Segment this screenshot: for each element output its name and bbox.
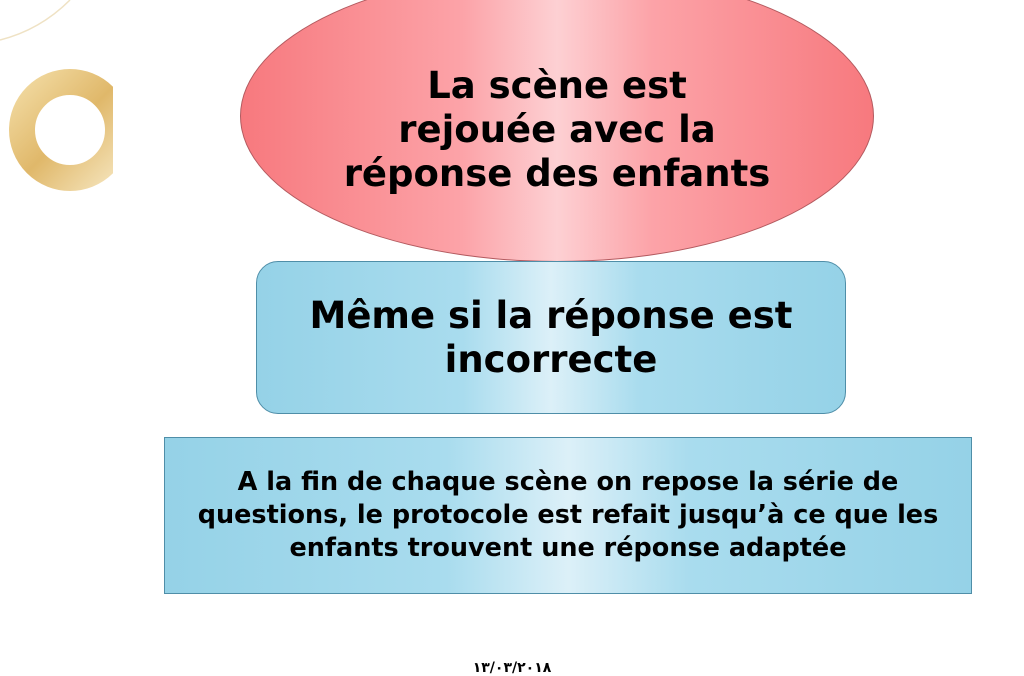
ellipse-text: La scène est rejouée avec la réponse des enfants [343, 64, 771, 195]
replay-scene-ellipse [240, 0, 874, 262]
rect-box-text: A la fin de chaque scène on repose la série de questions, le protocole est refait jusqu’à ce que les enfants trouvent une réponse adaptée [197, 467, 939, 563]
slide-date-footer: ١٣/٠٣/٢٠١٨ [472, 660, 552, 676]
decorative-rings [0, 0, 130, 220]
rounded-box-text: Même si la réponse est incorrecte [309, 293, 793, 381]
incorrect-answer-box [256, 261, 846, 414]
protocol-repeat-box [164, 437, 972, 594]
